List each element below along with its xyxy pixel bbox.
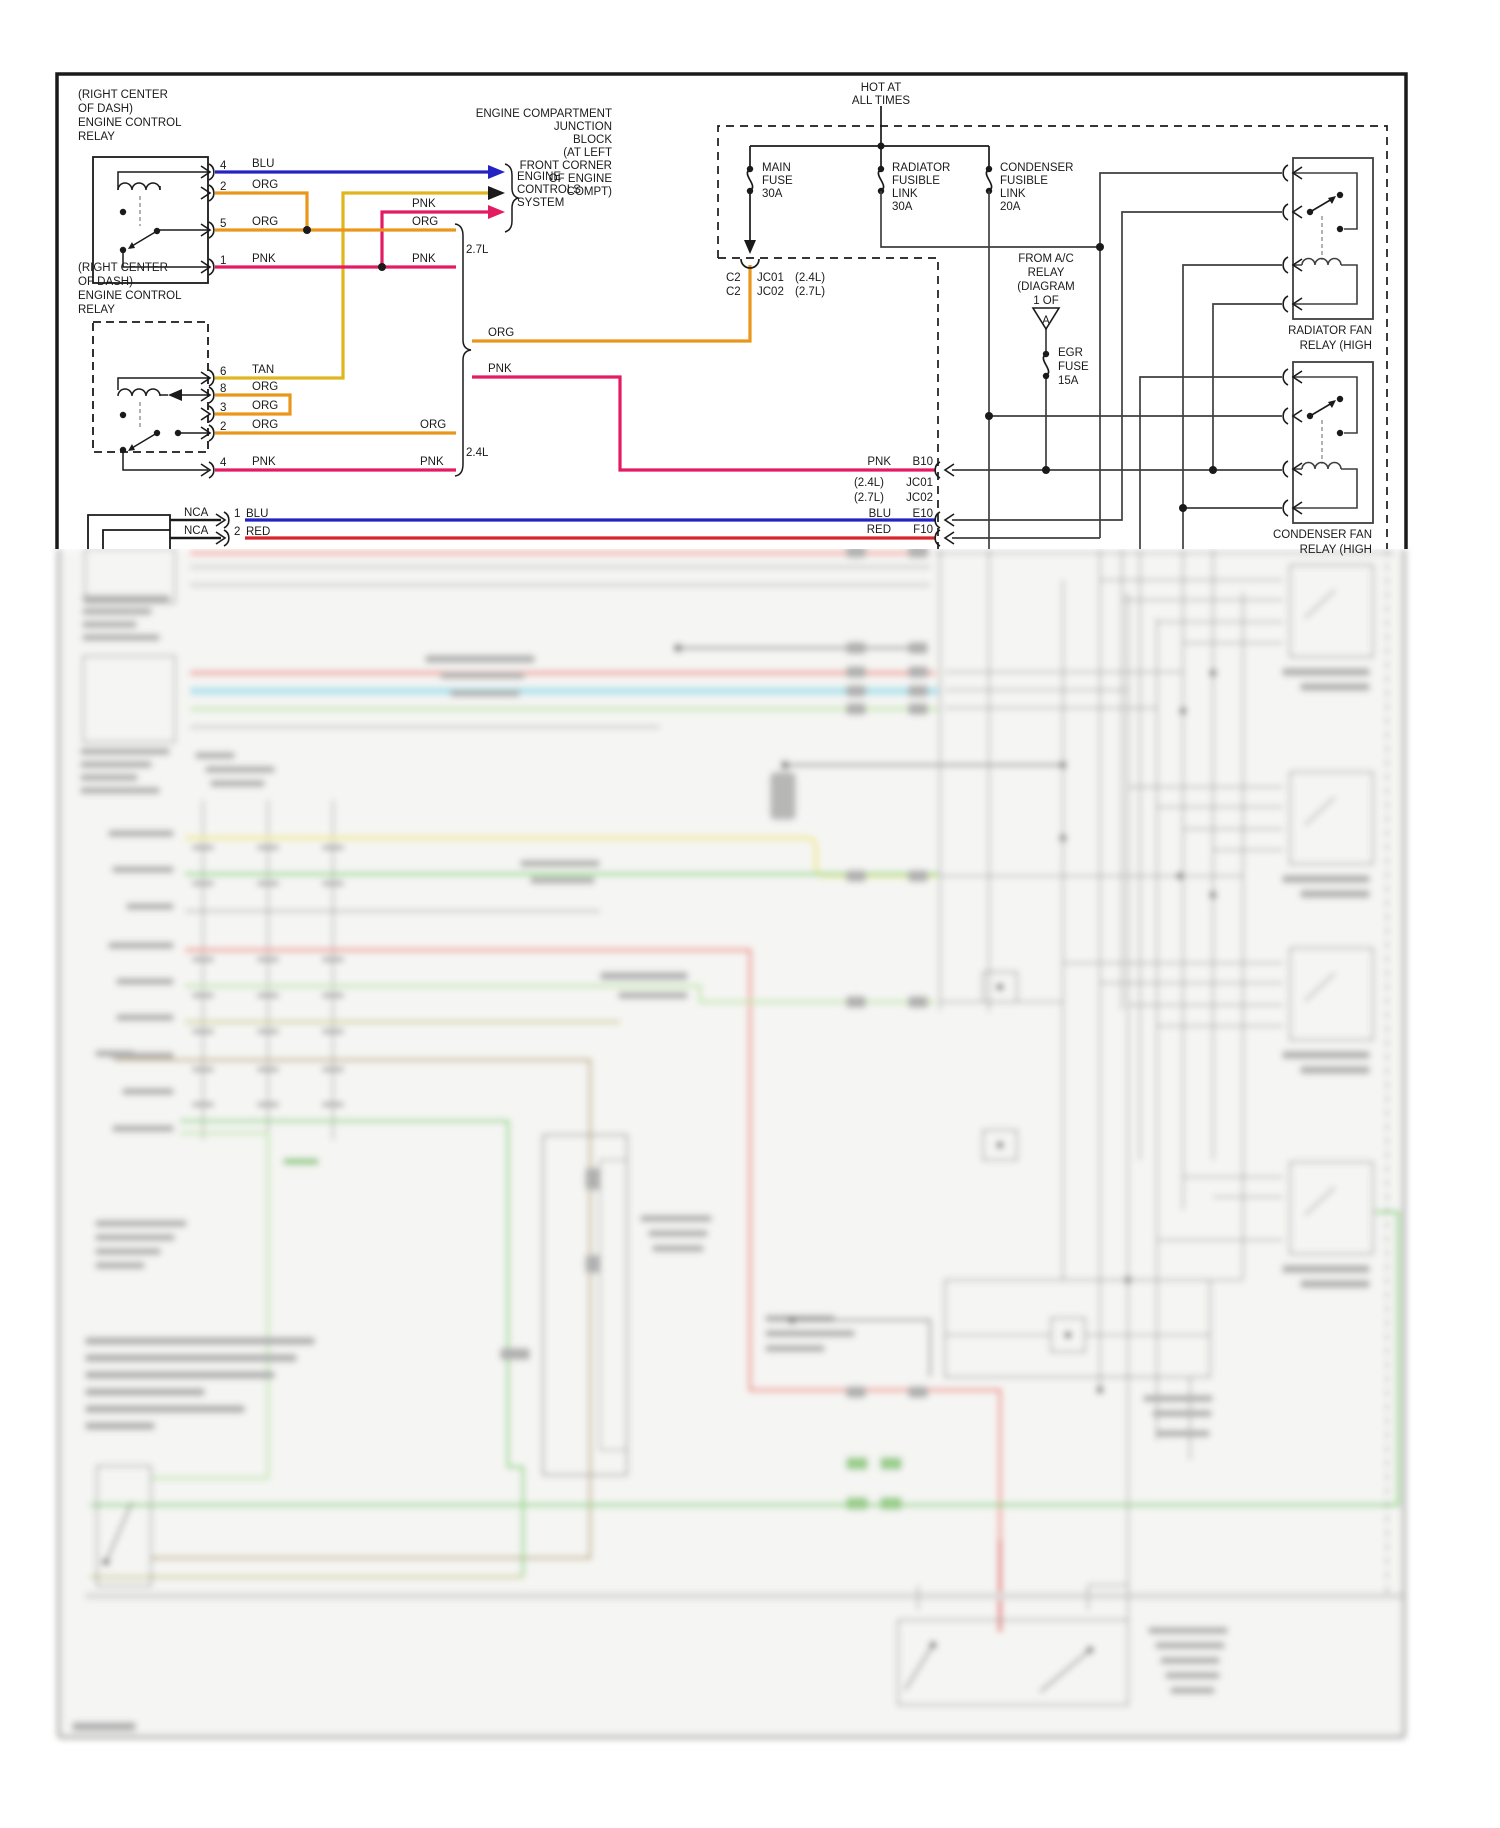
wire-color: PNK bbox=[420, 456, 444, 468]
wire-color: ORG bbox=[412, 216, 439, 228]
fusible-link-label: LINK bbox=[1000, 188, 1026, 200]
wire-color: RED bbox=[866, 524, 891, 536]
pin-number: 2 bbox=[220, 181, 227, 193]
ac-relay-note: (DIAGRAM bbox=[1017, 281, 1075, 293]
relay1-location: (RIGHT CENTER bbox=[78, 89, 168, 101]
relay2-location: OF DASH) bbox=[78, 276, 133, 288]
fusible-link-rating: 30A bbox=[892, 201, 913, 213]
wire-color: ORG bbox=[420, 419, 447, 431]
sharp-section bbox=[57, 70, 1408, 556]
relay1-name: RELAY bbox=[78, 131, 115, 143]
connector-id: JC01 bbox=[906, 477, 933, 489]
fusible-link-label: CONDENSER bbox=[1000, 162, 1074, 174]
fusible-link-label: LINK bbox=[892, 188, 918, 200]
condenser-fan-relay-label: RELAY (HIGH bbox=[1299, 544, 1372, 556]
fusible-link-rating: 20A bbox=[1000, 201, 1021, 213]
ac-relay-note: RELAY bbox=[1027, 267, 1065, 279]
page-top-background bbox=[57, 70, 1408, 549]
connector-id: JC02 bbox=[757, 286, 784, 298]
condenser-fan-relay-label: CONDENSER FAN bbox=[1272, 529, 1372, 541]
radiator-fan-relay-label: RELAY (HIGH bbox=[1299, 340, 1372, 352]
wire-color: NCA bbox=[184, 507, 209, 519]
pin-number: 6 bbox=[220, 366, 227, 378]
fuse-label: MAIN bbox=[762, 162, 791, 174]
ac-relay-note: 1 OF bbox=[1033, 295, 1059, 307]
pin-number: 4 bbox=[220, 160, 227, 172]
pin-number: 4 bbox=[220, 457, 227, 469]
pin-number: 2 bbox=[220, 421, 227, 433]
radiator-fan-relay-label: RADIATOR FAN bbox=[1288, 325, 1372, 337]
wire-color: RED bbox=[246, 526, 271, 538]
pin-number: 5 bbox=[220, 218, 227, 230]
engine-controls-system: ENGINE bbox=[517, 171, 562, 183]
wire-color: TAN bbox=[252, 364, 275, 376]
junction-block-label: JUNCTION bbox=[553, 121, 612, 133]
wire-color: PNK bbox=[412, 253, 436, 265]
pin-number: 3 bbox=[220, 402, 227, 414]
pin-number: 8 bbox=[220, 383, 227, 395]
wire-color: PNK bbox=[252, 253, 276, 265]
wire-color: PNK bbox=[252, 456, 276, 468]
wire-color: ORG bbox=[252, 381, 279, 393]
triangle-reference: A bbox=[1042, 315, 1050, 327]
wire-color: ORG bbox=[252, 179, 279, 191]
wire-color: BLU bbox=[252, 158, 275, 170]
connector-id: C2 bbox=[726, 272, 741, 284]
pin-number: 1 bbox=[220, 255, 227, 267]
engine-variant: (2.7L) bbox=[853, 492, 884, 504]
fuse-rating: 30A bbox=[762, 188, 783, 200]
fusible-link-label: FUSIBLE bbox=[892, 175, 940, 187]
terminal-id: B10 bbox=[912, 456, 933, 468]
relay1-name: ENGINE CONTROL bbox=[78, 117, 182, 129]
fuse-label: FUSE bbox=[1058, 361, 1089, 373]
fuse-rating: 15A bbox=[1058, 375, 1079, 387]
ac-relay-note: FROM A/C bbox=[1018, 253, 1074, 265]
connector-id: JC02 bbox=[906, 492, 933, 504]
engine-variant: 2.4L bbox=[466, 447, 489, 459]
wire-color: ORG bbox=[252, 216, 279, 228]
power-note: HOT AT bbox=[860, 82, 902, 94]
wire-color: ORG bbox=[488, 327, 515, 339]
junction-block-label: OF ENGINE bbox=[548, 173, 612, 185]
junction-block-label: BLOCK bbox=[573, 134, 612, 146]
engine-variant: (2.4L) bbox=[795, 272, 826, 284]
wire-color: ORG bbox=[252, 400, 279, 412]
connector-id: C2 bbox=[726, 286, 741, 298]
blurred-section bbox=[57, 546, 1406, 1739]
fusible-link-label: RADIATOR bbox=[892, 162, 951, 174]
junction-block-label: (AT LEFT bbox=[563, 147, 612, 159]
engine-variant: (2.7L) bbox=[795, 286, 826, 298]
junction-block-label: COMPT) bbox=[566, 186, 612, 198]
engine-controls-system: CONTROLS bbox=[517, 184, 581, 196]
fuse-label: FUSE bbox=[762, 175, 793, 187]
blurred-footer-text bbox=[72, 1722, 136, 1731]
junction-block-label: FRONT CORNER bbox=[519, 160, 612, 172]
fusible-link-label: FUSIBLE bbox=[1000, 175, 1048, 187]
pin-number: 2 bbox=[234, 526, 241, 538]
wire-color: ORG bbox=[252, 419, 279, 431]
connector-id: JC01 bbox=[757, 272, 784, 284]
wire-color: PNK bbox=[867, 456, 891, 468]
engine-variant: 2.7L bbox=[466, 244, 489, 256]
pin-number: 1 bbox=[234, 508, 241, 520]
fuse-label: EGR bbox=[1058, 347, 1083, 359]
wire-color: BLU bbox=[246, 508, 269, 520]
terminal-id: F10 bbox=[913, 524, 933, 536]
engine-variant: (2.4L) bbox=[853, 477, 884, 489]
relay2-name: RELAY bbox=[78, 304, 115, 316]
wire-color: PNK bbox=[412, 198, 436, 210]
wire-color: PNK bbox=[488, 363, 512, 375]
wire-color: NCA bbox=[184, 525, 209, 537]
junction-block-label: ENGINE COMPARTMENT bbox=[475, 108, 612, 120]
relay2-name: ENGINE CONTROL bbox=[78, 290, 182, 302]
terminal-id: E10 bbox=[912, 508, 933, 520]
wire-color: BLU bbox=[868, 508, 891, 520]
engine-controls-system: SYSTEM bbox=[517, 197, 565, 209]
relay2-location: (RIGHT CENTER bbox=[78, 262, 168, 274]
power-note: ALL TIMES bbox=[851, 95, 911, 107]
relay1-location: OF DASH) bbox=[78, 103, 133, 115]
